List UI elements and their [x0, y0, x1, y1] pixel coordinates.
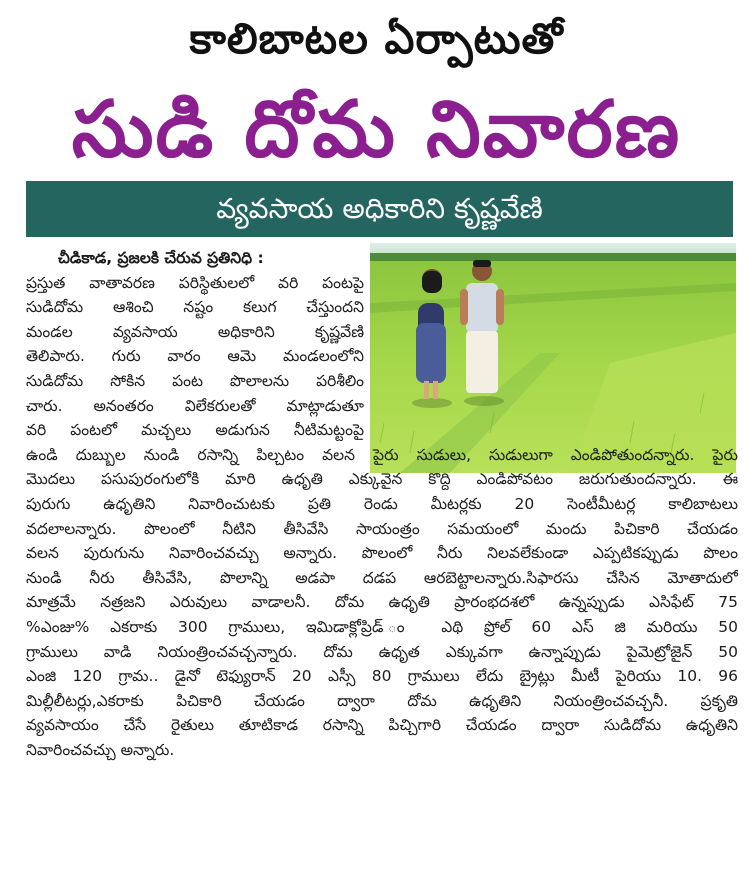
body-line: సుడిదోమ సోకిన పంట పొలాలను పరిశీలిం: [26, 371, 364, 390]
body-line: చారు. అనంతరం విలేకరులతో మాట్లాడుతూ: [26, 396, 364, 415]
body-line: మొదలు పసుపురంగులోకి మారి ఉధృతి ఎక్కువైన కొద్ది ఎండిపోవటం జరుగుతుందన్నారు. ఈ: [26, 470, 738, 489]
kicker-headline: కాలిబాటల ఏర్పాటుతో: [189, 14, 564, 63]
article-body: [26, 246, 738, 762]
subheadline-text: వ్యవసాయ అధికారిని కృష్ణవేణి: [216, 192, 543, 225]
main-headline: సుడి దోమ నివారణ: [71, 85, 682, 175]
body-line: %ఎంజు% ఎకరాకు 300 గ్రాములు, ఇమిడాక్లోప్రిడ్ ం ఎథి ప్రోల్ 60 ఎస్ జి మరియు 50: [26, 617, 738, 636]
body-line: మండల వ్యవసాయ అధికారిని కృష్ణవేణి: [26, 322, 364, 341]
body-line: వ్యవసాయం చేసే రైతులు తూటికాడ రసాన్ని పిచ్చిగారి చేయడం ద్వారా సుడిదోమ ఉధృతిని: [26, 716, 738, 735]
clipped-previous-line: [0, 0, 753, 10]
body-line: మిల్లీలీటర్లు,ఎకరాకు పిచికారి చేయడం ద్వారా దోమ ఉధృతిని నియంత్రించవచ్చనీ. ప్రకృతి: [26, 691, 738, 710]
body-line: మాత్రమే నత్రజని ఎరువులు వాడాలనీ. దోమ ఉధృతి ప్రారంభదశలో ఉన్నప్పుడు ఎసిఫేట్ 75: [26, 593, 738, 612]
body-line: గ్రాములు వాడి నియంత్రించవచ్చన్నారు. దోమ ఉధృత ఎక్కువగా ఉన్నాప్పుడు పైమెట్రోజైన్ 50: [26, 642, 738, 661]
dateline: చీడికాడ, ప్రజలకి చేరువ ప్రతినిధి :: [58, 249, 264, 267]
body-line: వరి పంటలో మచ్చలు అడుగున నీటిమట్టంపై: [26, 421, 364, 440]
subheadline-bar: [26, 181, 733, 237]
body-line: వలన పురుగును నివారించవచ్చు అన్నారు. పొలంలో నీరు నిలవలేకుండా ఎప్పటికప్పుడు పొలం: [26, 544, 738, 563]
body-line: ఎంజి 120 గ్రామ.. డైనో టెఫ్యురాన్ 20 ఎస్సీ 80 గ్రాములు లేదు బ్రైట్లు మీటీ పైరియు 10. 96: [26, 667, 738, 686]
body-line: నివారించవచ్చు అన్నారు.: [26, 740, 175, 759]
body-line: ప్రస్తుత వాతావరణ పరిస్థితులలో వరి పంటపై: [26, 273, 364, 292]
body-line: నుండి నీరు తీసివేసి, పొలాన్ని అడపా దడప ఆరబెట్టాలన్నారు.సిఫారసు చేసిన మోతాదులో: [26, 568, 738, 587]
body-line: సుడిదోమ ఆశించి నష్టం కలుగ చేస్తుందని: [26, 298, 364, 317]
body-line: ఉండి దుబ్బుల నుండి రసాన్ని పిల్చటం వలన పైరు సుడులు, సుడులుగా ఎండిపోతుందన్నారు. పైరు: [26, 445, 738, 464]
body-line: పురుగు ఉధృతిని నివారించుటకు ప్రతి రెండు మీటర్లకు 20 సెంటీమీటర్ల కాలిబాటలు: [26, 494, 738, 513]
body-line: వదలాలన్నారు. పొలంలో నీటిని తీసివేసి సాయంత్రం సమయంలో మందు పిచికారి చేయడం: [26, 519, 738, 538]
body-line: తెలిపారు. గురు వారం ఆమె మండలంలోని: [26, 347, 364, 366]
